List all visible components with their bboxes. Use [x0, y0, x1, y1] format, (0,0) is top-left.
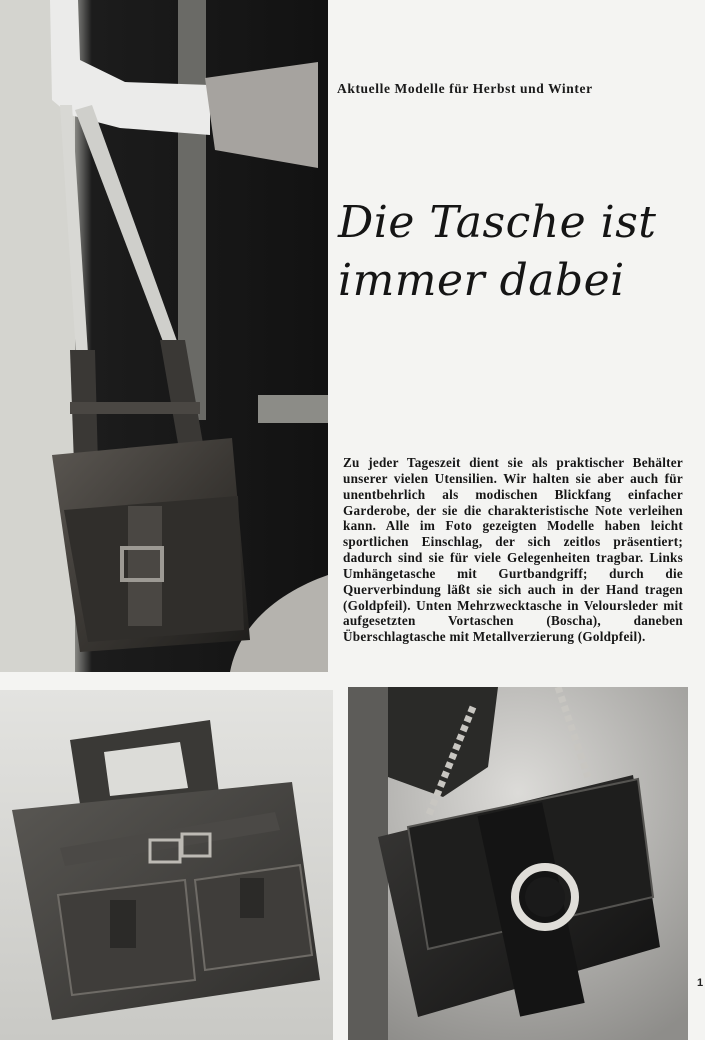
article-body: Zu jeder Tageszeit dient sie als praktischer Behälter unserer vielen Utensilien. Wir halten sie aber auch für unentbehrlich als modischen Blickfang einfacher Garderobe, der sie die charakteristische Note verleihen kann. Alle im Foto gezeigten Modelle haben leicht sportlichen Einschlag, der sich zeitlos präsentiert; dadurch sind sie für viele Gelegenheiten tragbar. Links Umhängetasche mit Gurtbandgriff; durch die Querverbindung läßt sie sich auch in der Hand tragen (Goldpfeil). Unten Mehrzwecktasche in Veloursleder mit aufgesetzten Vortaschen (Boscha), daneben Überschlagtasche mit Metallverzierung (Goldpfeil).: [343, 455, 683, 645]
headline-line-2: immer dabei: [338, 255, 625, 306]
page-number: 1: [697, 977, 704, 989]
article-kicker: Aktuelle Modelle für Herbst und Winter: [337, 81, 593, 96]
headline-line-1: Die Tasche ist: [338, 197, 657, 248]
article-headline: [338, 194, 678, 310]
photo-flap-bag: [348, 687, 688, 1040]
photo-shoulder-bag: [0, 0, 328, 672]
suede-tote-photo-icon: [0, 690, 333, 1040]
photo-suede-tote: [0, 690, 333, 1040]
flap-bag-photo-icon: [348, 687, 688, 1040]
shoulder-bag-photo-icon: [0, 0, 328, 672]
